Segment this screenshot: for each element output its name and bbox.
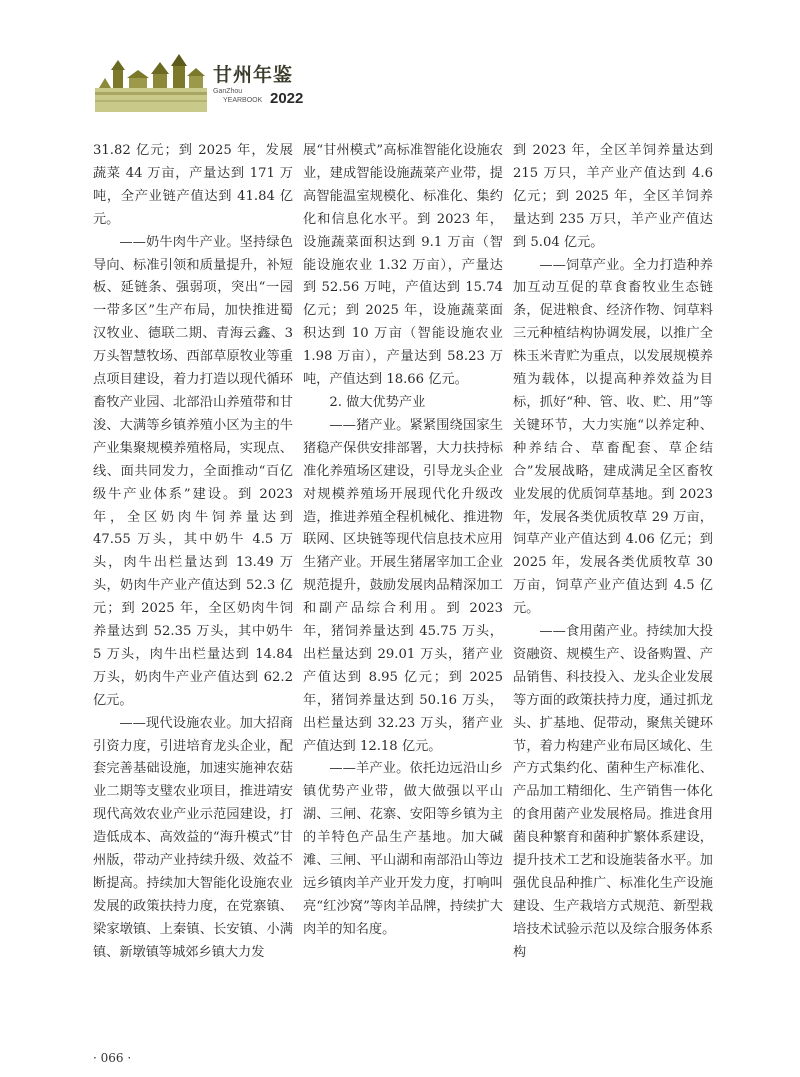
paragraph: ——饲草产业。全力打造种养加互动互促的草食畜牧业生态链条，促进粮食、经济作物、饲草料三元种植结构协调发展，以推广全株玉米青贮为重点，以发展规模养殖为载体，以提高种养效益为目标，抓好“种、管、收、贮、用”等关键环节，大力实施“以养定种、种养结合、草畜配套、草企结合”发展战略，建成满足全区畜牧业发展的优质饲草基地。到 2023 年，发展各类优质牧草 29 万亩，饲草产业产值达到 4.06 亿元；到 2025 年，发展各类优质牧草 30 万亩，饲草产业产值达到 4.5 亿元。 [513, 257, 713, 617]
yearbook-label: YEARBOOK [223, 97, 263, 104]
page-number: · 066 · [93, 1051, 132, 1065]
paragraph: ——猪产业。紧紧围绕国家生猪稳产保供安排部署，大力扶持标准化养殖场区建设，引导龙头企业对规模养殖场开展现代化升级改造，推进养殖全程机械化、推进物联网、区块链等现代信息技术应用生猪产业。开展生猪屠宰加工企业规范提升，鼓励发展肉品精深加工和副产品综合利用。到 2023 年，猪饲养量达到 45.75 万头，出栏量达到 29.01 万头，猪产业产值达到 8.95 亿元；到 2025 年，猪饲养量达到 50.16 万头，出栏量达到 32.23 万头，猪产业产值达到 12.18 亿元。 [303, 417, 503, 754]
text-column-3 [513, 140, 713, 965]
paragraph: 展“甘州模式”高标准智能化设施农业，建成智能设施蔬菜产业带，提高智能温室规模化、标准化、集约化和信息化水平。到 2023 年，设施蔬菜面积达到 9.1 万亩（智能设施农业 1.32 万亩），产量达到 52.56 万吨，产值达到 15.74 亿元；到 2025 年，设施蔬菜面积达到 10 万亩（智能设施农业 1.98 万亩），产量达到 58.23 万吨，产值达到 18.66 亿元。 [303, 143, 503, 388]
paragraph: 31.82 亿元；到 2025 年，发展蔬菜 44 万亩，产量达到 171 万吨，全产业链产值达到 41.84 亿元。 [93, 143, 293, 227]
text-column-1 [93, 140, 293, 965]
paragraph: ——食用菌产业。持续加大投资融资、规模生产、设备购置、产品销售、科技投入、龙头企业发展等方面的政策扶持力度，通过抓龙头、扩基地、促带动，聚焦关键环节，着力构建产业布局区域化、生产方式集约化、菌种生产标准化、产品加工精细化、生产销售一体化的食用菌产业发展格局。推进食用菌良种繁育和菌种扩繁体系建设，提升技术工艺和设施装备水平。加强优良品种推广、标准化生产设施建设、生产栽培方式规范、新型栽培技术试验示范以及综合服务体系构 [513, 624, 713, 960]
paragraph: 到 2023 年，全区羊饲养量达到 215 万只，羊产业产值达到 4.6 亿元；到 2025 年，全区羊饲养量达到 235 万只，羊产业产值达到 5.04 亿元。 [513, 143, 713, 250]
paragraph: ——现代设施农业。加大招商引资力度，引进培育龙头企业，配套完善基础设施，加速实施神农菇业二期等支璧农业项目，推进靖安现代高效农业产业示范园建设，打造低成本、高效益的“海升模式”甘州版，带动产业持续升级、效益不断提高。持续加大智能化设施农业发展的政策扶持力度，在党寨镇、梁家墩镇、上秦镇、长安镇、小满镇、新墩镇等城郊乡镇大力发 [93, 715, 293, 960]
paragraph: ——羊产业。依托边远沿山乡镇优势产业带，做大做强以平山湖、三闸、花寨、安阳等乡镇为主的羊特色产品生产基地。加大碱滩、三闸、平山湖和南部沿山等边远乡镇肉羊产业开发力度，打响叫亮“红沙窝”等肉羊品牌，持续扩大肉羊的知名度。 [303, 761, 503, 937]
paragraph: ——奶牛肉牛产业。坚持绿色导向、标准引领和质量提升，补短板、延链条、强弱项，突出“一园一带多区”生产布局，加快推进蜀汉牧业、德联二期、青海云鑫、3 万头智慧牧场、西部草原牧业等重点项目建设，着力打造以现代循环畜牧产业园、北部沿山养殖带和甘浚、大满等乡镇养殖小区为主的牛产业集聚规模养殖格局，实现点、线、面共同发力，全面推动“百亿级牛产业体系”建设。到 2023 年，全区奶肉牛饲养量达到 47.55 万头，其中奶牛 4.5 万头，肉牛出栏量达到 13.49 万头，奶肉牛产业产值达到 52.3 亿元；到 2025 年，全区奶肉牛饲养量达到 52.35 万头，其中奶牛 5 万头，肉牛出栏量达到 14.84 万头，奶肉牛产业产值达到 62.2 亿元。 [93, 234, 293, 708]
yearbook-title: 甘州年鉴 [213, 64, 294, 86]
text-column-2 [303, 140, 503, 942]
yearbook-ganzhou-label: GanZhou [213, 88, 243, 95]
section-heading: 2. 做大优势产业 [329, 394, 426, 410]
city-skyline-logo-icon [95, 48, 207, 112]
yearbook-year: 2022 [270, 90, 304, 107]
yearbook-header [95, 48, 395, 114]
